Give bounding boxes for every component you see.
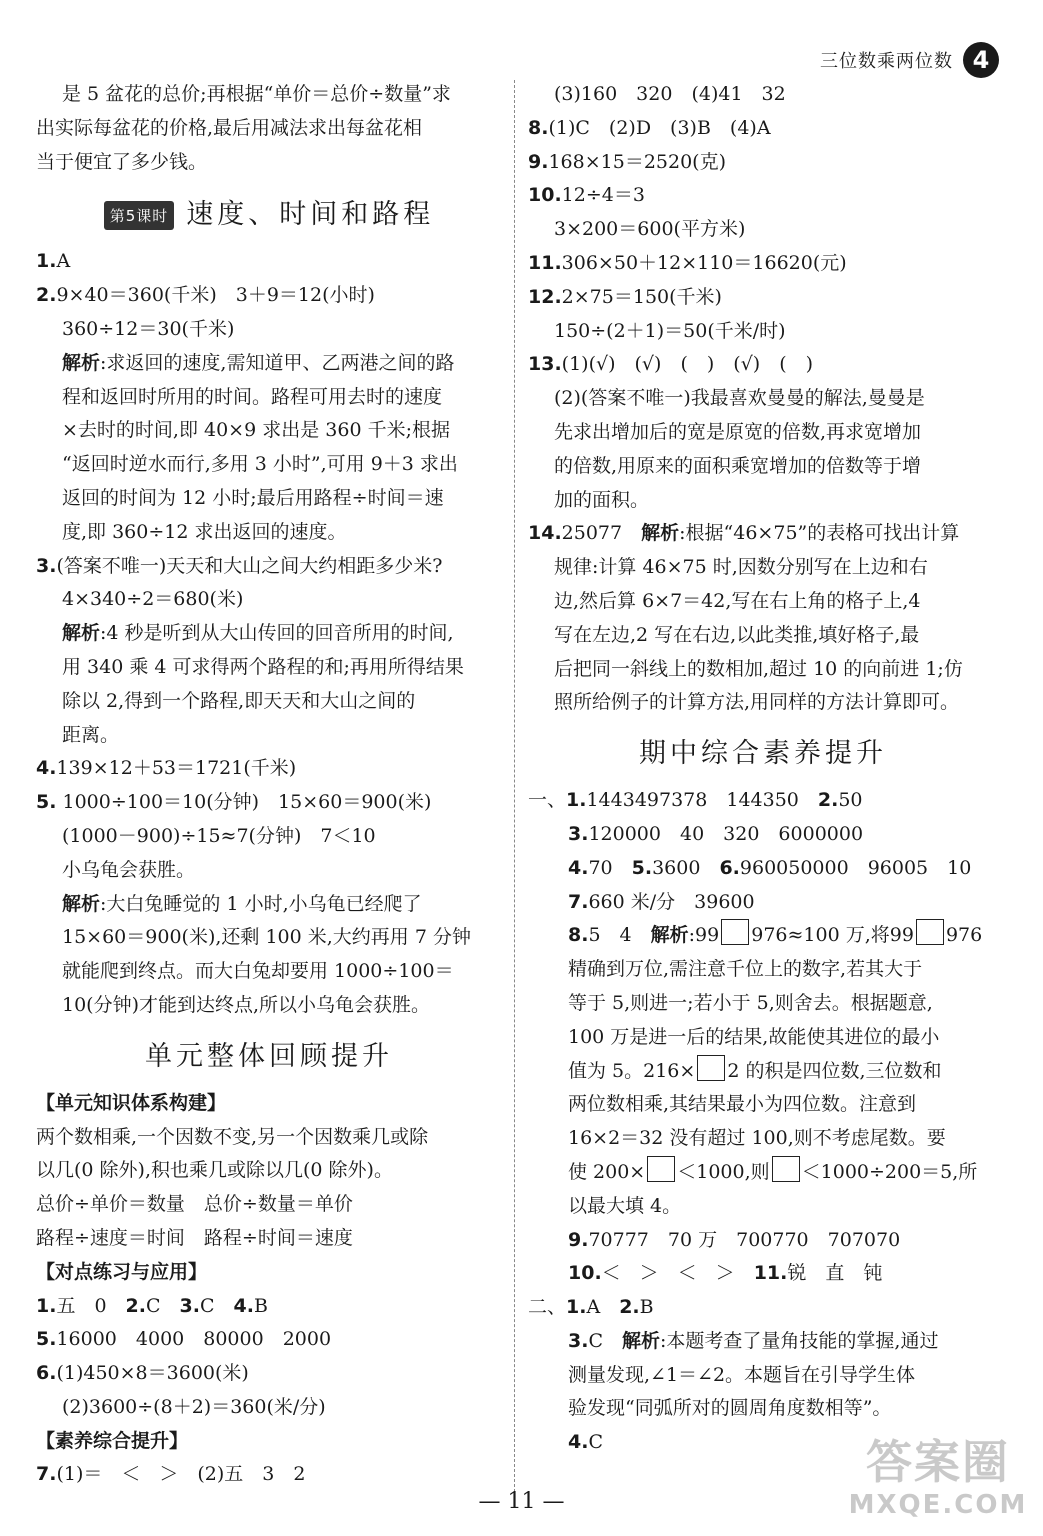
answer-1: 1.A [36,250,71,273]
knowledge-line: 以几(0 除外),积也乘几或除以几(0 除外)。 [36,1159,393,1182]
part1-line: 7.660 米/分 39600 [568,890,755,913]
part1-line: 10.＜ ＞ ＜ ＞ 11.锐 直 钝 [568,1262,883,1285]
knowledge-line: 两个数相乘,一个因数不变,另一个因数乘几或除 [36,1125,429,1148]
answer-10: 10.12÷4＝3 [528,184,645,207]
intro-line: 是 5 盆花的总价;再根据“单价＝总价÷数量”求 [62,83,451,105]
unit-title: 三位数乘两位数 [820,51,953,72]
answer-12: 12.2×75＝150(千米) [528,285,722,308]
analysis-line: 测量发现,∠1＝∠2。本题旨在引导学生体 [568,1363,916,1386]
blank-box [772,1156,800,1182]
part1-line: 3.120000 40 320 6000000 [568,822,864,845]
analysis-line: 边,然后算 6×7＝42,写在右上角的格子上,4 [554,589,921,612]
intro-line: 当于便宜了多少钱。 [36,150,208,173]
analysis-line: 16×2＝32 没有超过 100,则不考虑尾数。要 [568,1127,946,1150]
lesson-tag: 第5课时 [104,201,175,230]
answer-line: (1000－900)÷15≈7(分钟) 7＜10 [62,824,376,847]
part2-q4: 4.C [568,1431,603,1454]
answer-line: 150÷(2＋1)＝50(千米/时) [554,319,786,342]
analysis-line: ×去时的时间,即 40×9 求出是 360 千米;根据 [62,419,450,442]
analysis-line: 除以 2,得到一个路程,即天天和大山之间的 [62,689,416,712]
blank-box [647,1156,675,1182]
analysis-line: 程和返回时所用的时间。路程可用去时的速度 [62,385,443,408]
left-column [36,78,502,1492]
analysis-line: 验发现“同弧所对的圆周角度数相等”。 [568,1397,892,1420]
analysis-line: 解析:大白兔睡觉的 1 小时,小乌龟已经爬了 [62,892,422,915]
answer-13: 13.(1)(√) (√) ( ) (√) ( ) [528,353,814,376]
answer-5: 5. 1000÷100＝10(分钟) 15×60＝900(米) [36,791,432,814]
knowledge-line: 路程÷速度＝时间 路程÷时间＝速度 [36,1226,353,1249]
answer-line: 先求出增加后的宽是原宽的倍数,再求宽增加 [554,420,922,443]
answer-11: 11.306×50＋12×110＝16620(元) [528,251,847,274]
lesson-heading [36,195,502,235]
analysis-line: 15×60＝900(米),还剩 100 米,大约再用 7 分钟 [62,926,471,949]
analysis-line: 10(分钟)才能到达终点,所以小乌龟会获胜。 [62,993,431,1016]
review-section-title: 单元整体回顾提升 [145,1040,393,1072]
answer-3: 3.(答案不唯一)天天和大山之间大约相距多少米? [36,554,443,577]
practice-line: (2)3600÷(8＋2)＝360(米/分) [62,1395,326,1418]
analysis-line: 100 万是进一后的结果,故能使其进位的最小 [568,1025,940,1048]
analysis-line: 后把同一斜线上的数相加,超过 10 的向前进 1;仿 [554,657,963,680]
answer-line: (3)160 320 (4)41 32 [554,83,786,105]
blank-box [916,919,944,945]
analysis-line: 距离。 [62,723,120,746]
answer-8: 8.(1)C (2)D (3)B (4)A [528,116,771,139]
knowledge-line: 总价÷单价＝数量 总价÷数量＝单价 [36,1193,353,1216]
analysis-line: 以最大填 4。 [568,1194,682,1217]
answer-line: 加的面积。 [554,488,650,511]
analysis-line: 值为 5。216× 2 的积是四位数,三位数和 [528,1055,998,1089]
analysis-line: 精确到万位,需注意千位上的数字,若其大于 [568,958,923,981]
answer-9: 9.168×15＝2520(克) [528,150,726,173]
analysis-line: 照所给例子的计算方法,用同样的方法计算即可。 [554,691,960,714]
part1-line: 4.70 5.3600 6.960050000 96005 10 [568,856,972,879]
practice-line: 1.五 0 2.C 3.C 4.B [36,1294,268,1317]
analysis-line: 使 200× ＜1000,则 ＜1000÷200＝5,所 [528,1156,998,1190]
analysis-line: 等于 5,则进一;若小于 5,则舍去。根据题意, [568,991,933,1014]
analysis-line: 解析:4 秒是听到从大山传回的回音所用的时间, [62,622,454,645]
lesson-title: 速度、时间和路程 [186,199,435,231]
watermark-url: MXQE.COM [848,1490,1028,1520]
midterm-section-title: 期中综合素养提升 [639,738,887,770]
answer-2: 2.9×40＝360(千米) 3＋9＝12(小时) [36,284,375,307]
answer-14: 14.25077 解析:根据“46×75”的表格可找出计算 [528,522,960,545]
watermark-logo [843,1434,1033,1530]
page-number: — 11 — [478,1489,565,1514]
answer-line: 4×340÷2＝680(米) [62,588,244,611]
analysis-line: 解析:求返回的速度,需知道甲、乙两港之间的路 [62,351,455,374]
right-column [528,78,998,1460]
answer-line: (2)(答案不唯一)我最喜欢曼曼的解法,曼曼是 [554,387,925,410]
analysis-line: 写在左边,2 写在右边,以此类推,填好格子,最 [554,623,920,646]
blank-box [721,919,749,945]
answer-line: 3×200＝600(平方米) [554,218,746,241]
part2-line: 二、1.A 2.B [528,1296,654,1319]
answer-line: 的倍数,用原来的面积乘宽增加的倍数等于增 [554,454,922,477]
analysis-line: 返回的时间为 12 小时;最后用路程÷时间＝速 [62,486,444,509]
analysis-line: 两位数相乘,其结果最小为四位数。注意到 [568,1093,917,1116]
answer-line: 小乌龟会获胜。 [62,858,196,881]
part1-line: 9.70777 70 万 700770 707070 [568,1228,901,1251]
practice-heading: 【对点练习与应用】 [36,1260,208,1283]
part1-q8: 8.5 4 解析:99 976≈100 万,将99 976 [528,919,998,953]
analysis-line: 用 340 乘 4 可求得两个路程的和;再用所得结果 [62,655,464,678]
analysis-line: “返回时逆水而行,多用 3 小时”,可用 9＋3 求出 [62,453,458,476]
practice-line: 5.16000 4000 80000 2000 [36,1328,332,1351]
part1-line: 一、1.1443497378 144350 2.50 [528,789,863,812]
analysis-line: 就能爬到终点。而大白兔却要用 1000÷100＝ [62,960,454,983]
unit-number-badge: 4 [963,42,999,78]
literacy-heading: 【素养综合提升】 [36,1429,189,1452]
answer-4: 4.139×12＋53＝1721(千米) [36,757,297,780]
answer-line: 360÷12＝30(千米) [62,317,235,340]
page-header [820,40,999,80]
answer-7: 7.(1)＝ ＜ ＞ (2)五 3 2 [36,1463,306,1486]
watermark-text: 答案圈 [866,1435,1010,1489]
part2-q3: 3.C 解析:本题考查了量角技能的掌握,通过 [568,1329,939,1352]
analysis-line: 度,即 360÷12 求出返回的速度。 [62,520,347,543]
column-divider [514,80,515,1492]
blank-box [697,1055,725,1081]
intro-line: 出实际每盆花的价格,最后用减法求出每盆花相 [36,116,423,139]
analysis-line: 规律:计算 46×75 时,因数分别写在上边和右 [554,556,928,579]
practice-line: 6.(1)450×8＝3600(米) [36,1362,249,1385]
knowledge-heading: 【单元知识体系构建】 [36,1091,227,1114]
